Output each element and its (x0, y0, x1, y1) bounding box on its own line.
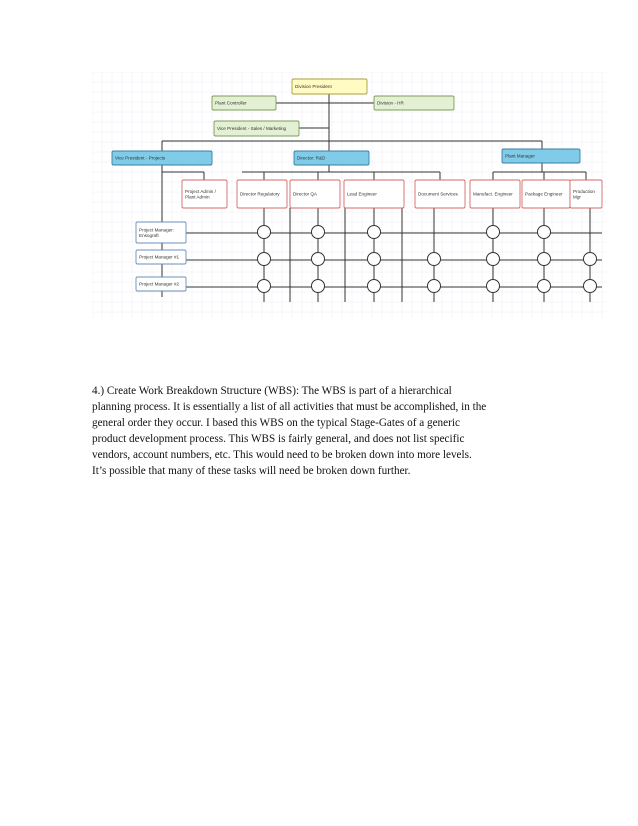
assignment-circle (312, 253, 325, 266)
assignment-circle (584, 280, 597, 293)
org-node-package-engineer (522, 180, 570, 208)
assignment-circle (258, 226, 271, 239)
assignment-circle (538, 280, 551, 293)
assignment-circle (258, 280, 271, 293)
node-label: Vice President - Projects (115, 155, 166, 161)
node-label: Ensograft (139, 232, 159, 238)
org-node-division-president (292, 79, 367, 94)
org-node-document-services (415, 180, 465, 208)
org-node-director-regulatory (237, 180, 287, 208)
node-label: Manufact. Engineer (473, 191, 513, 197)
chart-nodes (112, 79, 602, 291)
assignment-circle (428, 280, 441, 293)
node-label: Document Services (418, 191, 458, 197)
org-node-vp-projects (112, 151, 212, 165)
node-label: Director QA (293, 191, 317, 197)
node-label: Project Manager: (139, 227, 174, 233)
org-chart-svg (92, 72, 606, 318)
node-label: Project Manager #1 (139, 254, 180, 260)
assignment-circle (487, 280, 500, 293)
org-node-manufact-engineer (470, 180, 520, 208)
assignment-circle (368, 280, 381, 293)
org-chart-diagram (92, 72, 606, 318)
node-label: Package Engineer (525, 191, 563, 197)
node-label: Director: R&D (297, 155, 326, 161)
assignment-circle (312, 280, 325, 293)
wbs-paragraph (92, 383, 562, 479)
paragraph-line: product development process. This WBS is fairly general, and does not list specific (92, 433, 465, 445)
org-node-pm-1 (136, 250, 186, 264)
node-label: Production (573, 188, 595, 194)
org-node-plant-controller (212, 96, 276, 110)
paragraph-line: 4.) Create Work Breakdown Structure (WBS): The WBS is part of a hierarchical (92, 385, 452, 397)
node-label: Mgr (573, 194, 581, 200)
assignment-circle (368, 226, 381, 239)
assignment-circle (258, 253, 271, 266)
org-node-production-mgr (570, 180, 602, 208)
node-label: Division - HR (377, 100, 404, 106)
assignment-circle (487, 253, 500, 266)
org-node-lead-engineer (344, 180, 404, 208)
org-node-plant-manager (502, 149, 580, 163)
node-label: Vice President - Sales / Marketing (217, 126, 287, 132)
paragraph-line: planning process. It is essentially a list of all activities that must be accomplished, in the (92, 401, 487, 413)
assignment-circle (368, 253, 381, 266)
paragraph-line: general order they occur. I based this WBS on the typical Stage-Gates of a generic (92, 417, 460, 429)
org-node-pm-ensograft (136, 222, 186, 243)
node-label: Division President (295, 84, 332, 90)
node-label: Plant Admin (185, 194, 210, 200)
org-node-director-rd (294, 151, 369, 165)
node-label: Project Admin / (185, 188, 216, 194)
node-label: Plant Manager (505, 153, 535, 159)
assignment-circle (428, 253, 441, 266)
org-node-vp-sales-marketing (214, 121, 299, 136)
node-label: Lead Engineer (347, 191, 377, 197)
org-node-project-admin (182, 180, 227, 208)
node-label: Plant Controller (215, 100, 247, 106)
org-node-director-qa (290, 180, 340, 208)
matrix-circles (258, 226, 597, 293)
assignment-circle (312, 226, 325, 239)
assignment-circle (538, 226, 551, 239)
assignment-circle (538, 253, 551, 266)
paragraph-line: vendors, account numbers, etc. This would need to be broken down into more levels. (92, 449, 472, 461)
org-node-division-hr (374, 96, 454, 110)
node-label: Director Regulatory (240, 191, 280, 197)
paragraph-line: It’s possible that many of these tasks will need be broken down further. (92, 465, 411, 477)
assignment-circle (584, 253, 597, 266)
assignment-circle (487, 226, 500, 239)
node-label: Project Manager #2 (139, 281, 180, 287)
org-node-pm-2 (136, 277, 186, 291)
